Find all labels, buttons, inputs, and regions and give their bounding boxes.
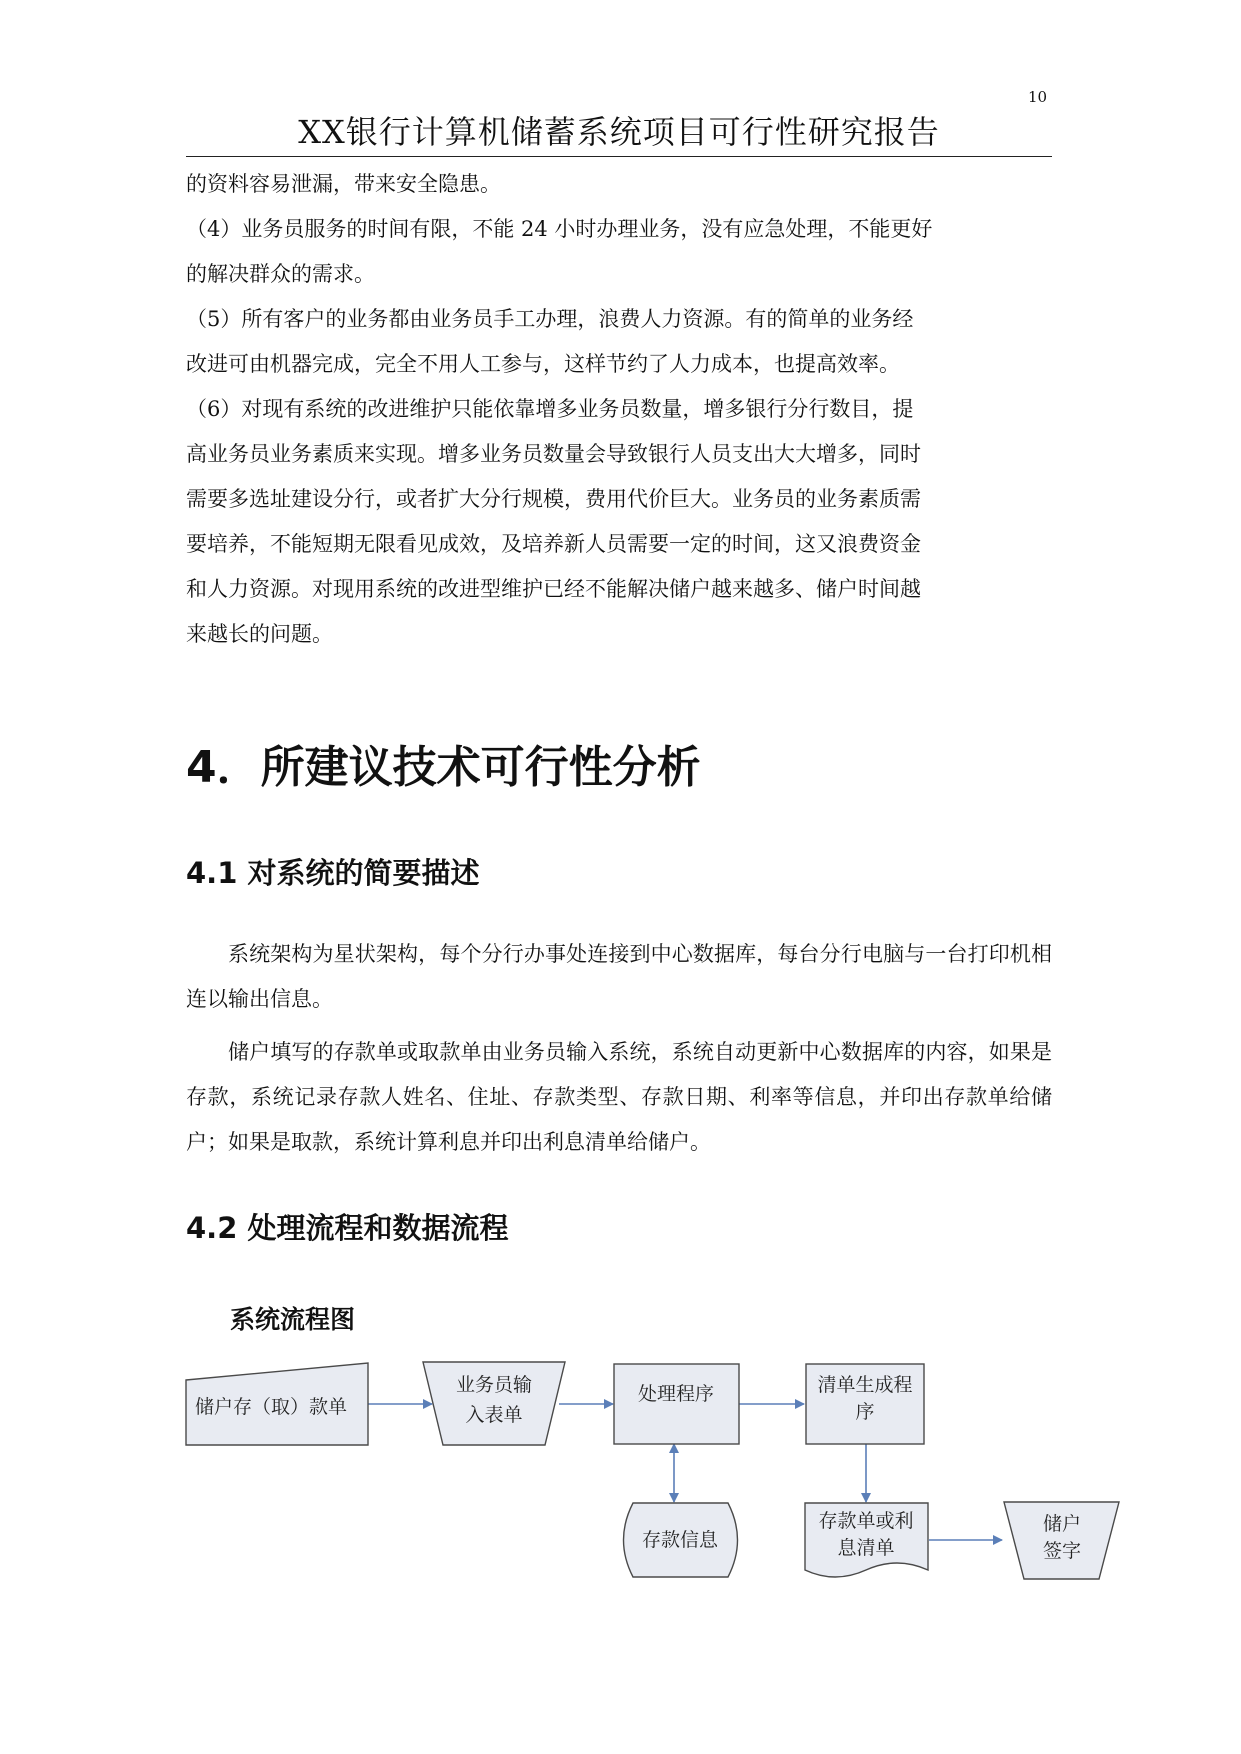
node-deposit-info-label: 存款信息 <box>641 1529 719 1551</box>
text-line: 的解决群众的需求。 <box>186 262 375 286</box>
node-deposit-form <box>186 1363 368 1445</box>
section-heading: 4．所建议技术可行性分析 <box>186 742 701 793</box>
node-customer-sign-line1: 储户 <box>1042 1513 1082 1535</box>
paragraph-architecture: 系统架构为星状架构，每个分行办事处连接到中心数据库，每台分行电脑与一台打印机相连以输出信息。 <box>186 942 1052 1011</box>
header-title: XX银行计算机储蓄系统项目可行性研究报告 <box>298 113 940 151</box>
node-deposit-form-label: 储户存（取）款单 <box>195 1396 348 1418</box>
text-line: 需要多选址建设分行，或者扩大分行规模，费用代价巨大。业务员的业务素质需 <box>186 487 921 511</box>
text-line: 要培养，不能短期无限看见成效，及培养新人员需要一定的时间，这又浪费资金 <box>186 532 921 556</box>
text-line: 高业务员业务素质来实现。增多业务员数量会导致银行人员支出大大增多，同时 <box>186 442 921 466</box>
figure-title: 系统流程图 <box>230 1305 356 1334</box>
node-process <box>614 1364 739 1444</box>
node-deposit-info <box>624 1503 738 1577</box>
node-process-label: 处理程序 <box>637 1383 715 1405</box>
text-line: 的资料容易泄漏，带来安全隐患。 <box>186 172 501 196</box>
node-slip-line1: 存款单或利 <box>818 1510 914 1532</box>
node-list-generator-line1: 清单生成程 <box>817 1374 913 1396</box>
paragraph-process: 储户填写的存款单或取款单由业务员输入系统，系统自动更新中心数据库的内容，如果是存款，系统记录存款人姓名、住址、存款类型、存款日期、利率等信息，并印出存款单给储户；如果是取款，系统计算利息并印出利息清单给储户。 <box>186 1040 1052 1154</box>
text-line: （5）所有客户的业务都由业务员手工办理，浪费人力资源。有的简单的业务经 <box>186 307 914 331</box>
node-clerk-input-line1: 业务员输 <box>455 1374 533 1396</box>
node-customer-sign <box>1004 1502 1119 1579</box>
node-customer-sign-line2: 签字 <box>1042 1540 1082 1562</box>
node-list-generator-line2: 序 <box>855 1401 875 1423</box>
text-line: 来越长的问题。 <box>186 622 333 646</box>
text-line: 和人力资源。对现用系统的改进型维护已经不能解决储户越来越多、储户时间越 <box>186 577 921 601</box>
text-line: （6）对现有系统的改进维护只能依靠增多业务员数量，增多银行分行数目，提 <box>186 397 914 421</box>
subsection-heading-4-2: 4.2 处理流程和数据流程 <box>186 1211 509 1245</box>
node-slip-line2: 息清单 <box>837 1537 895 1559</box>
subsection-heading-4-1: 4.1 对系统的简要描述 <box>186 856 480 890</box>
node-slip <box>805 1503 928 1577</box>
text-line: （4）业务员服务的时间有限，不能 24 小时办理业务，没有应急处理，不能更好 <box>186 217 933 241</box>
node-clerk-input-line2: 入表单 <box>465 1404 523 1426</box>
text-line: 改进可由机器完成，完全不用人工参与，这样节约了人力成本，也提高效率。 <box>186 352 900 376</box>
page-number: 10 <box>1028 88 1048 106</box>
node-list-generator <box>806 1364 924 1444</box>
node-clerk-input <box>423 1362 565 1445</box>
